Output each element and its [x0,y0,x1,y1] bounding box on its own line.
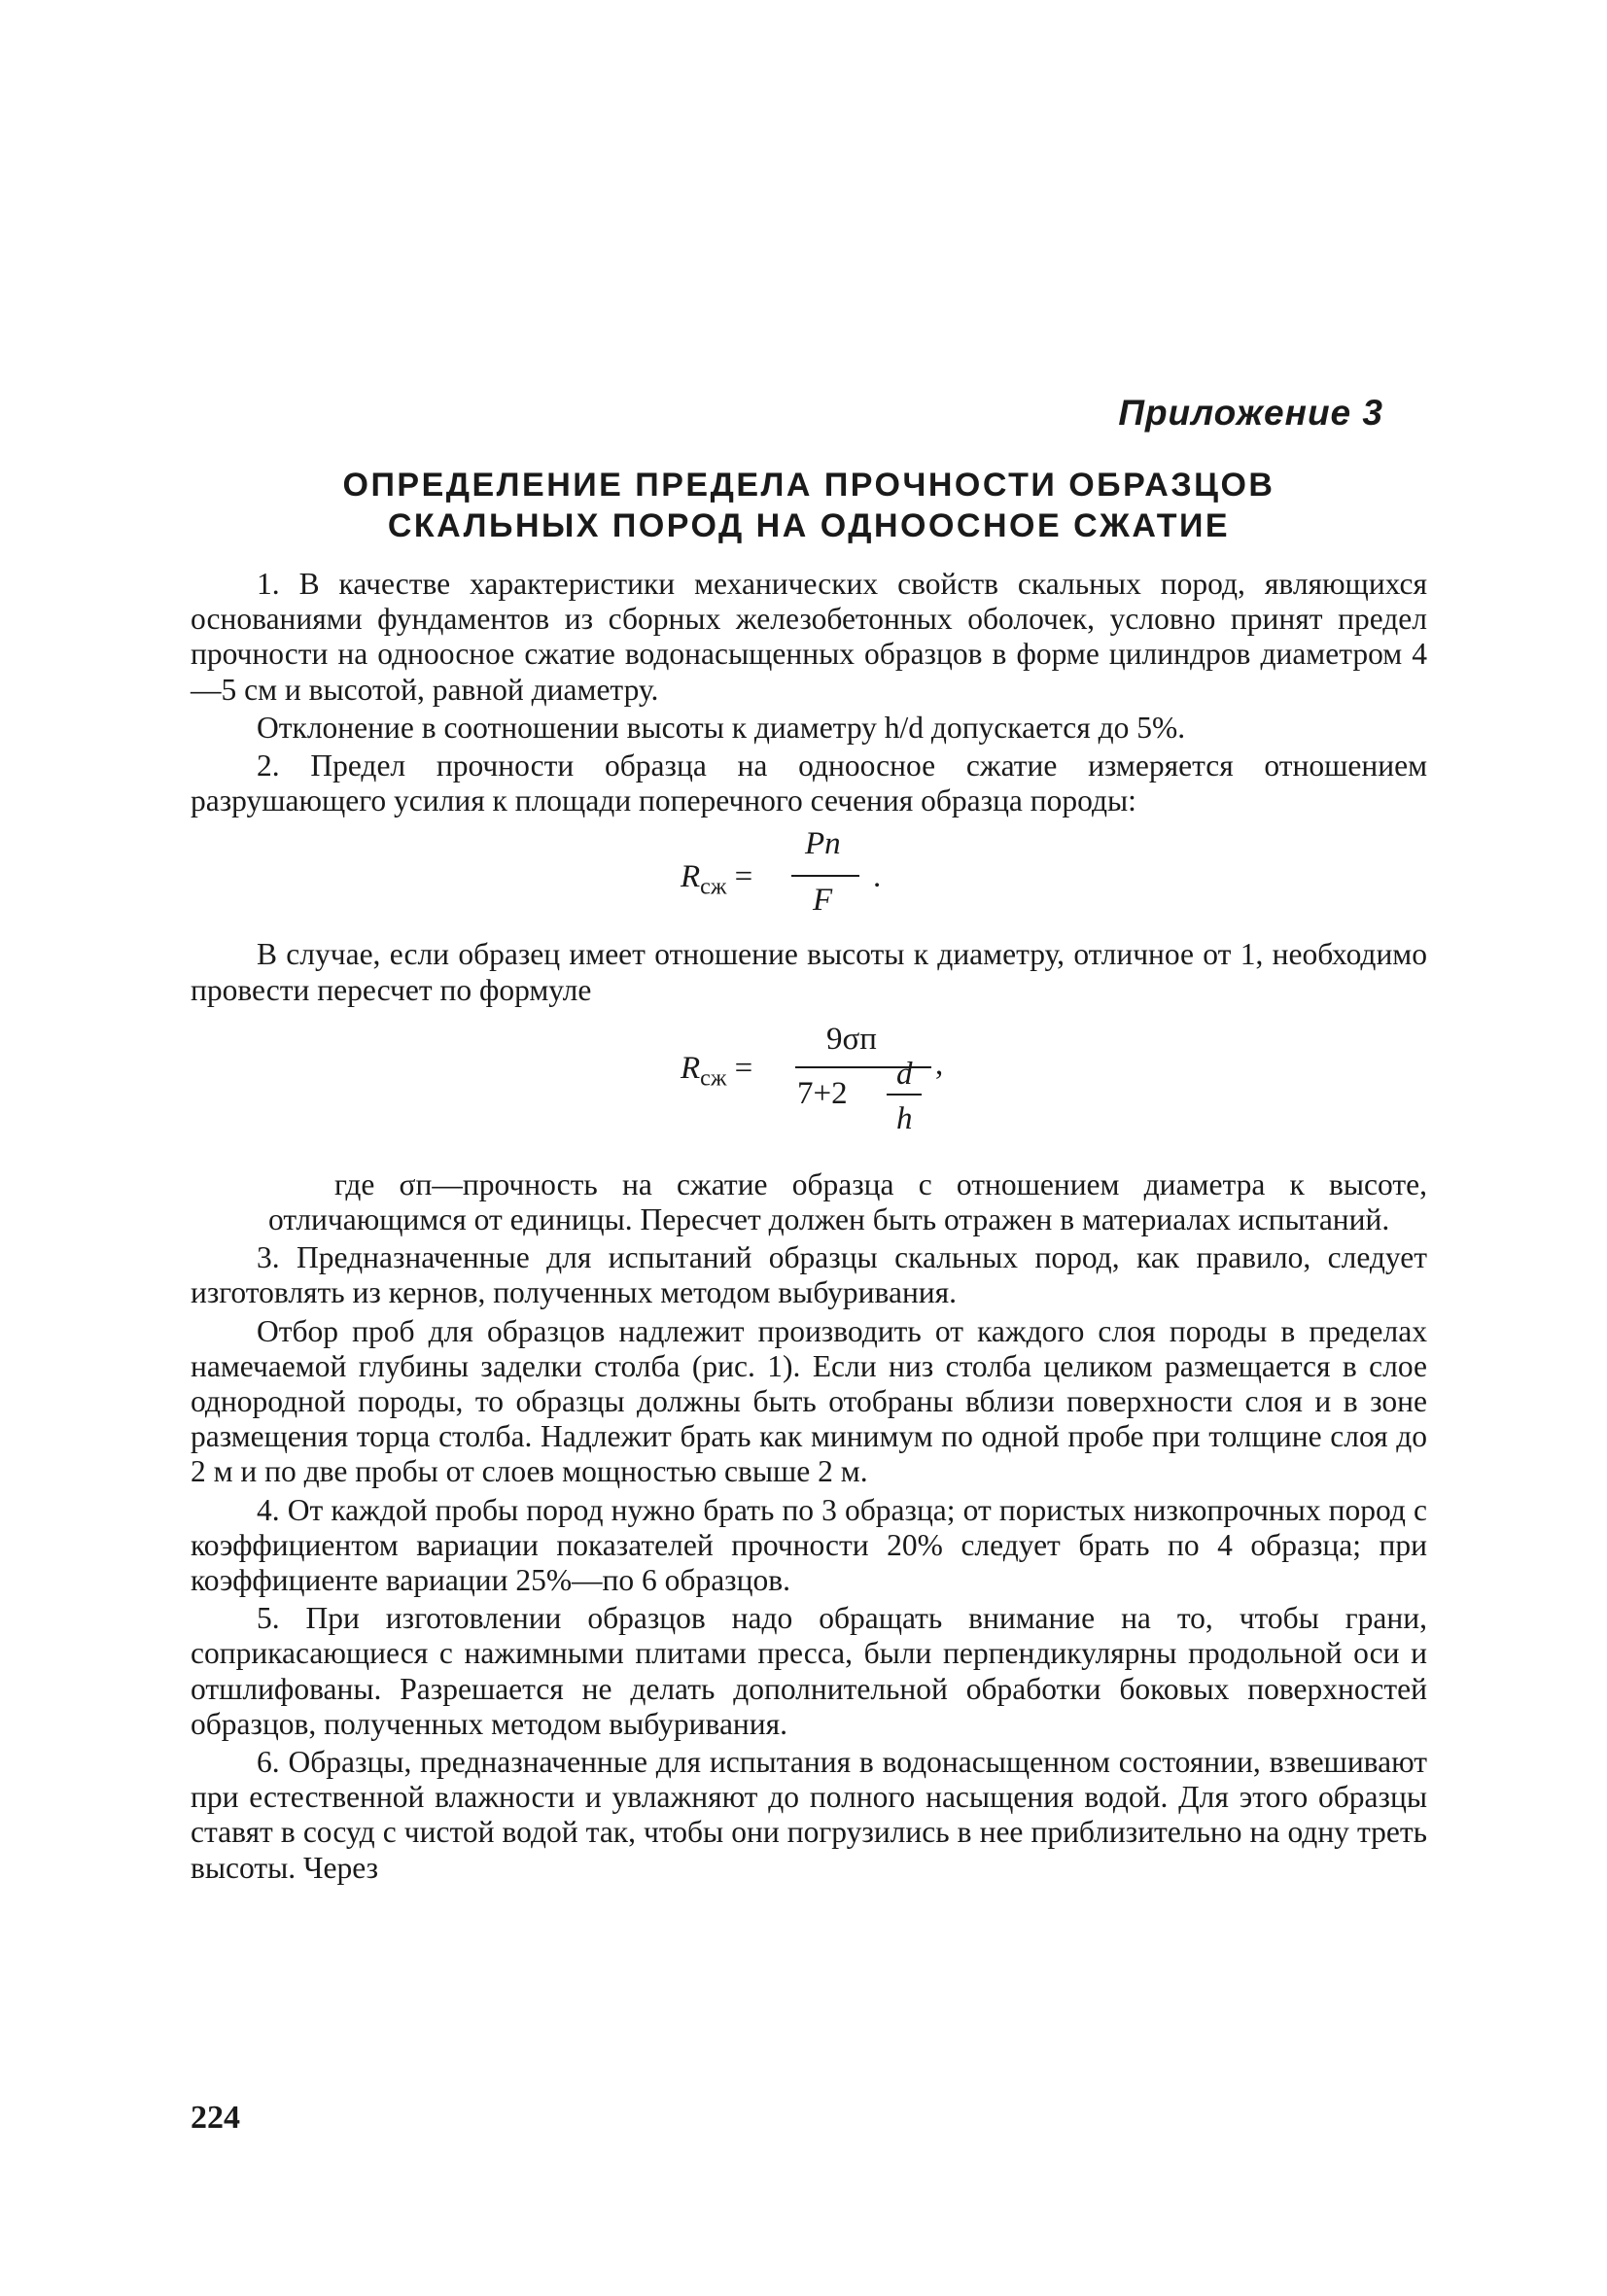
formula-2-ratio-denominator: h [896,1100,913,1136]
formula-1-denominator: F [813,883,833,919]
paragraph-2: Отклонение в соотношении высоты к диаметру h/d допускается до 5%. [257,710,1186,745]
formula-1-lhs: $R_{сж}$ = [681,859,753,901]
formula-2-ratio-numerator: d [896,1056,913,1092]
document-body [191,567,1427,1889]
formula-2-end: , [935,1046,944,1082]
paragraph-8: 5. При изготовлении образцов надо обращать внимание на то, чтобы грани, соприкасающиеся с нажимными плитами пресса, были перпендикулярны продольной оси и отшлифованы. Разрешается не делать дополнительной обработки боковых поверхностей образцов, полученных методом выбуривания. [191,1601,1427,1741]
title-line-2: СКАЛЬНЫХ ПОРОД НА ОДНООСНОЕ СЖАТИЕ [387,507,1231,544]
formula-1-end: . [873,859,882,895]
paragraph-4: В случае, если образец имеет отношение высоты к диаметру, отличное от 1, необходимо провести пересчет по формуле [191,937,1427,1007]
where-clause: где σп—прочность на сжатие образца с отношением диаметра к высоте, отличающимся от единицы. Пересчет должен быть отражен в материалах испытаний. [268,1166,1427,1237]
formula-1-numerator: Pп [805,826,841,862]
paragraph-7: 4. От каждой пробы пород нужно брать по 3 образца; от пористых низкопрочных пород с коэффициентом вариации показателей прочности 20% следует брать по 4 образца; при коэффициенте вариации 25%—по 6 образцов. [191,1492,1427,1598]
formula-2-denominator: 7+2 [797,1075,848,1111]
paragraph-5: 3. Предназначенные для испытаний образцы скальных пород, как правило, следует изготовлять из кернов, полученных методом выбуривания. [191,1240,1427,1310]
formula-2-numerator: 9σп [826,1021,877,1057]
page-number: 224 [191,2100,240,2136]
paragraph-9: 6. Образцы, предназначенные для испытания в водонасыщенном состоянии, взвешивают при естественной влажности и увлажняют до полного насыщения водой. Для этого образцы ставят в сосуд с чистой водой так, чтобы они погрузились в нее приблизительно на одну треть высоты. Через [191,1745,1427,1885]
paragraph-6: Отбор проб для образцов надлежит производить от каждого слоя породы в пределах намечаемой глубины заделки столба (рис. 1). Если низ столба целиком размещается в слое однородной породы, то образцы должны быть отобраны вблизи поверхности слоя и в зоне размещения торца столба. Надлежит брать как минимум по одной пробе при толщине слоя до 2 м и по две пробы от слоев мощностью свыше 2 м. [191,1313,1427,1489]
paragraph-3: 2. Предел прочности образца на одноосное сжатие измеряется отношением разрушающего усилия к площади поперечного сечения образца породы: [191,748,1427,818]
paragraph-1: 1. В качестве характеристики механических свойств скальных пород, являющихся основаниями фундаментов из сборных железобетонных оболочек, условно принят предел прочности на одноосное сжатие водонасыщенных образцов в форме цилиндров диаметром 4—5 см и высотой, равной диаметру. [191,567,1427,707]
appendix-label: Приложение 3 [1118,393,1383,433]
page-title [191,465,1427,546]
formula-1-fraction-bar [791,875,859,877]
formula-recalculation [191,1022,1427,1158]
title-line-1: ОПРЕДЕЛЕНИЕ ПРЕДЕЛА ПРОЧНОСТИ ОБРАЗЦОВ [342,467,1275,504]
formula-strength [191,826,1427,927]
formula-2-lhs: $R_{сж}$ = [681,1050,753,1092]
formula-2-ratio-bar [887,1094,922,1096]
